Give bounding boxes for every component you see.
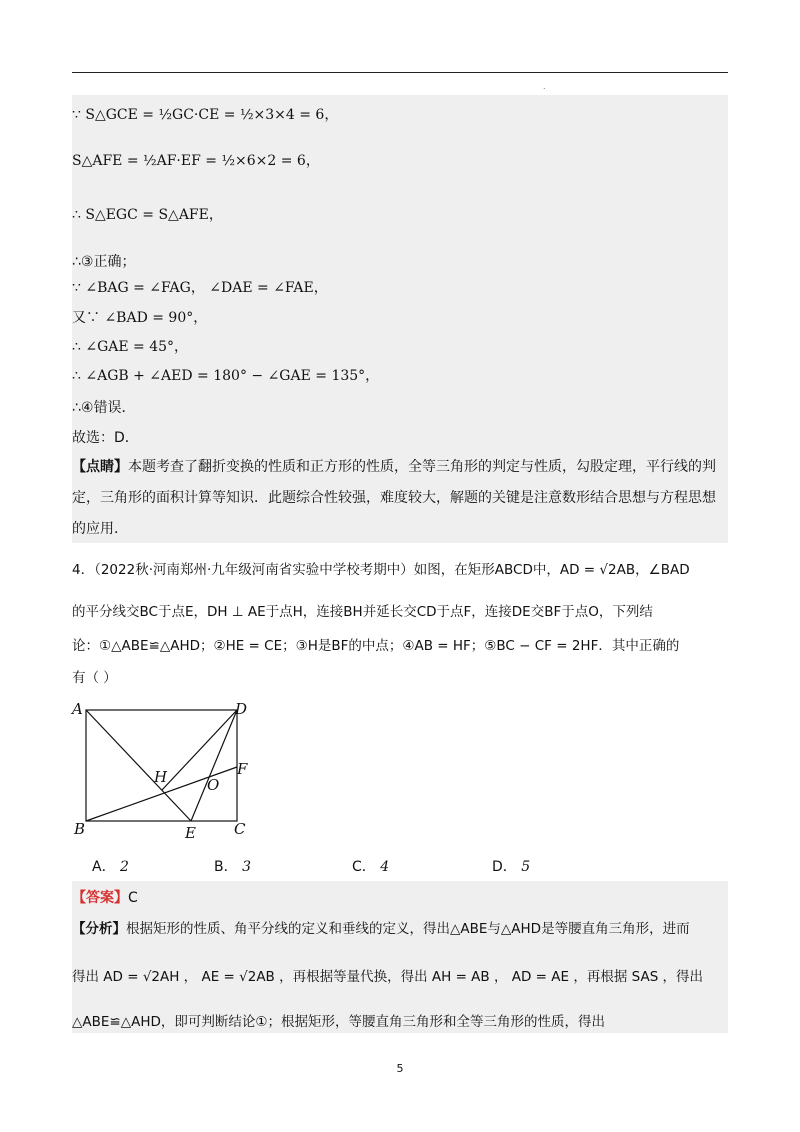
option-b[interactable]: [214, 856, 251, 876]
header-dot: .: [543, 82, 546, 91]
comment-paragraph: [72, 452, 728, 545]
question-line-3: 论：①△ABE≌△AHD；②HE = CE；③H是BF的中点；④AB = HF；⑤BC − CF = 2HF．其中正确的: [72, 638, 680, 654]
question-line-4: 有（ ）: [72, 670, 117, 686]
solution-line-6: 又∵ ∠BAD = 90°，: [72, 310, 208, 326]
solution-line-7: ∴ ∠GAE = 45°，: [72, 339, 189, 355]
analysis-tag: 【分析】: [72, 921, 126, 937]
solution-line-9: ∴④错误．: [72, 400, 136, 416]
answer-tag: 【答案】: [72, 890, 128, 906]
option-c-letter: C．: [352, 859, 376, 875]
option-c-value: 4: [380, 859, 390, 875]
analysis-line-1-text: 根据矩形的性质、角平分线的定义和垂线的定义，得出△ABE与△AHD是等腰直角三角形，进而: [126, 921, 690, 937]
option-a-letter: A．: [92, 859, 116, 875]
option-a[interactable]: [92, 856, 129, 876]
analysis-line-2: 得出 AD = √2AH ， AE = √2AB ，再根据等量代换，得出 AH = AB ， AD = AE ，再根据 SAS ，得出: [72, 969, 704, 985]
comment-text: 本题考查了翻折变换的性质和正方形的性质，全等三角形的判定与性质，勾股定理，平行线的判定，三角形的面积计算等知识．此题综合性较强，难度较大，解题的关键是注意数形结合思想与方程思想的应用．: [72, 459, 716, 537]
question-line-1: 如图，在矩形ABCD中，AD = √2AB，∠BAD: [413, 562, 690, 578]
option-b-value: 3: [242, 859, 251, 875]
label-e: E: [185, 824, 196, 842]
option-d-value: 5: [521, 859, 531, 875]
segment-dh: [162, 710, 237, 790]
analysis-line-3: △ABE≌△AHD，即可判断结论①；根据矩形，等腰直角三角形和全等三角形的性质，得出: [72, 1014, 605, 1030]
question-line-2: 的平分线交BC于点E，DH ⊥ AE于点H，连接BH并延长交CD于点F，连接DE交BF于点O，下列结: [72, 604, 653, 620]
segment-ae: [86, 710, 191, 821]
label-h: H: [154, 768, 168, 786]
option-d-letter: D．: [492, 859, 517, 875]
option-d[interactable]: [492, 856, 530, 876]
label-a: A: [72, 700, 83, 718]
answer-value: C: [128, 890, 138, 906]
question-source: （2022秋·河南郑州·九年级河南省实验中学校考期中）: [94, 562, 414, 578]
label-c: C: [234, 820, 246, 838]
label-b: B: [74, 820, 86, 838]
answer-line: [72, 888, 138, 908]
header-rule: [72, 72, 728, 73]
solution-line-10: 故选：D．: [72, 430, 139, 446]
analysis-line-1: [72, 919, 690, 939]
solution-line-5: ∵ ∠BAG = ∠FAG， ∠DAE = ∠FAE，: [72, 280, 328, 296]
label-d: D: [235, 700, 248, 718]
option-c[interactable]: [352, 856, 389, 876]
geometry-figure: [70, 698, 260, 844]
solution-line-2: S△AFE = ½AF·EF = ½×6×2 = 6，: [72, 153, 320, 169]
page-number: 5: [396, 1062, 404, 1075]
label-f: F: [237, 760, 248, 778]
segment-de: [191, 710, 237, 821]
question-number: 4．: [72, 562, 95, 578]
label-o: O: [207, 776, 220, 794]
question-header: [72, 560, 690, 580]
solution-line-1: ∵ S△GCE = ½GC·CE = ½×3×4 = 6，: [72, 107, 339, 123]
solution-line-4: ∴③正确；: [72, 254, 136, 270]
solution-line-3: ∴ S△EGC = S△AFE，: [72, 207, 223, 223]
option-a-value: 2: [120, 859, 129, 875]
comment-tag: 【点睛】: [72, 459, 128, 475]
option-b-letter: B．: [214, 859, 238, 875]
solution-line-8: ∴ ∠AGB + ∠AED = 180° − ∠GAE = 135°，: [72, 368, 380, 384]
answer-shade: [72, 881, 728, 1033]
